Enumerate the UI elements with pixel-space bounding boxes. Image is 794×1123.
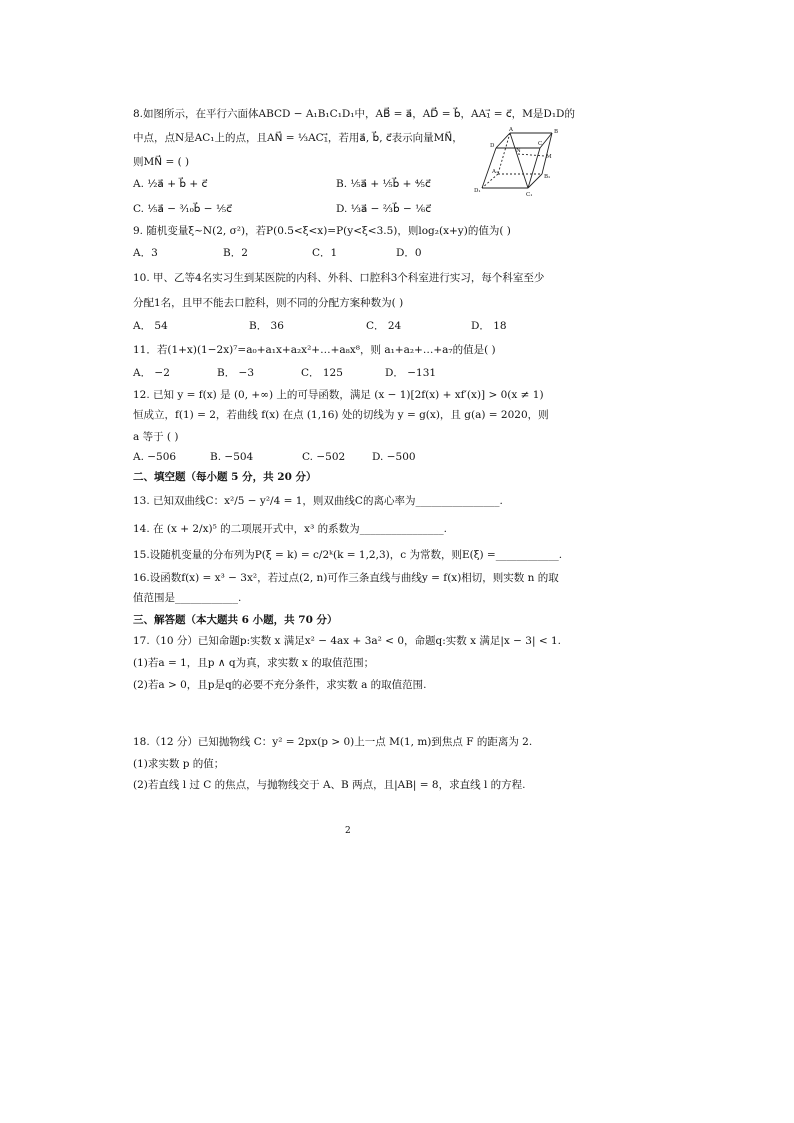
fig-label-b1: B₁ [544,174,551,180]
q8-option-b: B. ⅕a⃗ + ⅕b⃗ + ⅘c⃗ [336,178,431,190]
q9-option-c: C．1 [312,247,338,259]
q11-stem: 11．若(1+x)(1−2x)⁷=a₀+a₁x+a₂x²+…+a₈x⁸，则 a₁+a₂+…+a₇的值是( ) [133,344,496,356]
q9-option-b: B．2 [223,247,248,259]
q11-option-d: D． −131 [385,367,437,379]
q14-stem: 14. 在 (x + 2/x)⁵ 的二项展开式中，x³ 的系数为________________. [133,523,447,535]
q12-line3: a 等于 ( ) [133,431,179,443]
q13-stem: 13. 已知双曲线C：x²/5 − y²/4 = 1，则双曲线C的离心率为________________. [133,495,503,507]
q12-option-c: C. −502 [302,451,346,463]
q8-option-d: D. ⅓a⃗ − ⅔b⃗ − ⅙c⃗ [336,203,432,215]
q18-line3: (2)若直线 l 过 C 的焦点，与抛物线交于 A、B 两点，且|AB| = 8，求直线 l 的方程. [133,779,526,791]
q8-line3: 则MN⃗ = ( ) [133,156,190,168]
fig-label-n: N [516,148,521,154]
section-answer-heading: 三、解答题（本大题共 6 小题，共 70 分） [133,614,338,626]
fig-label-c1: C₁ [526,192,533,198]
q8-line2: 中点，点N是AC₁上的点，且AN⃗ = ⅓AC₁⃗，若用a⃗, b⃗, c⃗表示向量MN⃗， [133,132,463,144]
q12-line2: 恒成立，f(1) = 2，若曲线 f(x) 在点 (1,16) 处的切线为 y = g(x)，且 g(a) = 2020，则 [133,409,549,421]
q12-option-b: B. −504 [210,451,254,463]
q12-option-d: D. −500 [372,451,416,463]
q10-option-b: B． 36 [249,320,284,332]
q10-option-c: C． 24 [366,320,402,332]
q11-option-c: C． 125 [301,367,343,379]
q8-option-a: A. ½a⃗ + b⃗ + c⃗ [133,178,208,190]
q10-option-a: A． 54 [133,320,168,332]
q17-line1: 17.（10 分）已知命题p:实数 x 满足x² − 4ax + 3a² < 0，命题q:实数 x 满足|x − 3| < 1. [133,635,561,647]
q11-option-a: A． −2 [133,367,170,379]
page-number: 2 [345,826,351,836]
q10-line2: 分配1名，且甲不能去口腔科，则不同的分配方案种数为( ) [133,297,404,309]
fig-label-a1: A₁ [492,169,499,175]
q17-line3: (2)若a > 0，且p是q的必要不充分条件，求实数 a 的取值范围. [133,679,427,691]
q9-option-d: D．0 [396,247,422,259]
q12-line1: 12. 已知 y = f(x) 是 (0, +∞) 上的可导函数，满足 (x − 1)[2f(x) + xf′(x)] > 0(x ≠ 1) [133,389,544,401]
q18-line2: (1)求实数 p 的值； [133,758,225,770]
q11-option-b: B． −3 [217,367,255,379]
q12-option-a: A. −506 [133,451,177,463]
q16-line1: 16.设函数f(x) = x³ − 3x²，若过点(2, n)可作三条直线与曲线y = f(x)相切，则实数 n 的取 [133,572,559,584]
q9-stem: 9. 随机变量ξ~N(2, σ²)，若P(0.5<ξ<x)=P(y<ξ<3.5)，则log₂(x+y)的值为( ) [133,225,511,237]
fig-label-d1: D₁ [474,188,481,194]
q10-line1: 10. 甲、乙等4名实习生到某医院的内科、外科、口腔科3个科室进行实习，每个科室至少 [133,272,545,284]
fig-label-a: A [509,127,513,133]
q18-line1: 18.（12 分）已知抛物线 C：y² = 2px(p > 0)上一点 M(1, m)到焦点 F 的距离为 2. [133,736,533,748]
q17-line2: (1)若a = 1，且p ∧ q为真，求实数 x 的取值范围； [133,657,375,669]
q8-option-c: C. ⅕a⃗ − ³⁄₁₀b⃗ − ⅕c⃗ [133,203,232,215]
q15-stem: 15.设随机变量的分布列为P(ξ = k) = c/2ᵏ(k = 1,2,3)，c 为常数，则E(ξ) =____________. [133,549,563,561]
section-fill-in-heading: 二、填空题（每小题 5 分，共 20 分） [133,471,317,483]
fig-label-b: B [554,129,559,135]
parallelepiped-figure [472,126,562,200]
q8-line1: 8.如图所示，在平行六面体ABCD − A₁B₁C₁D₁中，AB⃗ = a⃗，AD⃗ = b⃗，AA₁⃗ = c⃗，M是D₁D的 [133,108,575,120]
q10-option-d: D． 18 [471,320,507,332]
q9-option-a: A．3 [133,247,158,259]
fig-label-d: D [490,143,495,149]
q16-line2: 值范围是____________. [133,592,242,604]
fig-label-c: C [538,141,543,147]
fig-label-m: M [546,154,552,160]
